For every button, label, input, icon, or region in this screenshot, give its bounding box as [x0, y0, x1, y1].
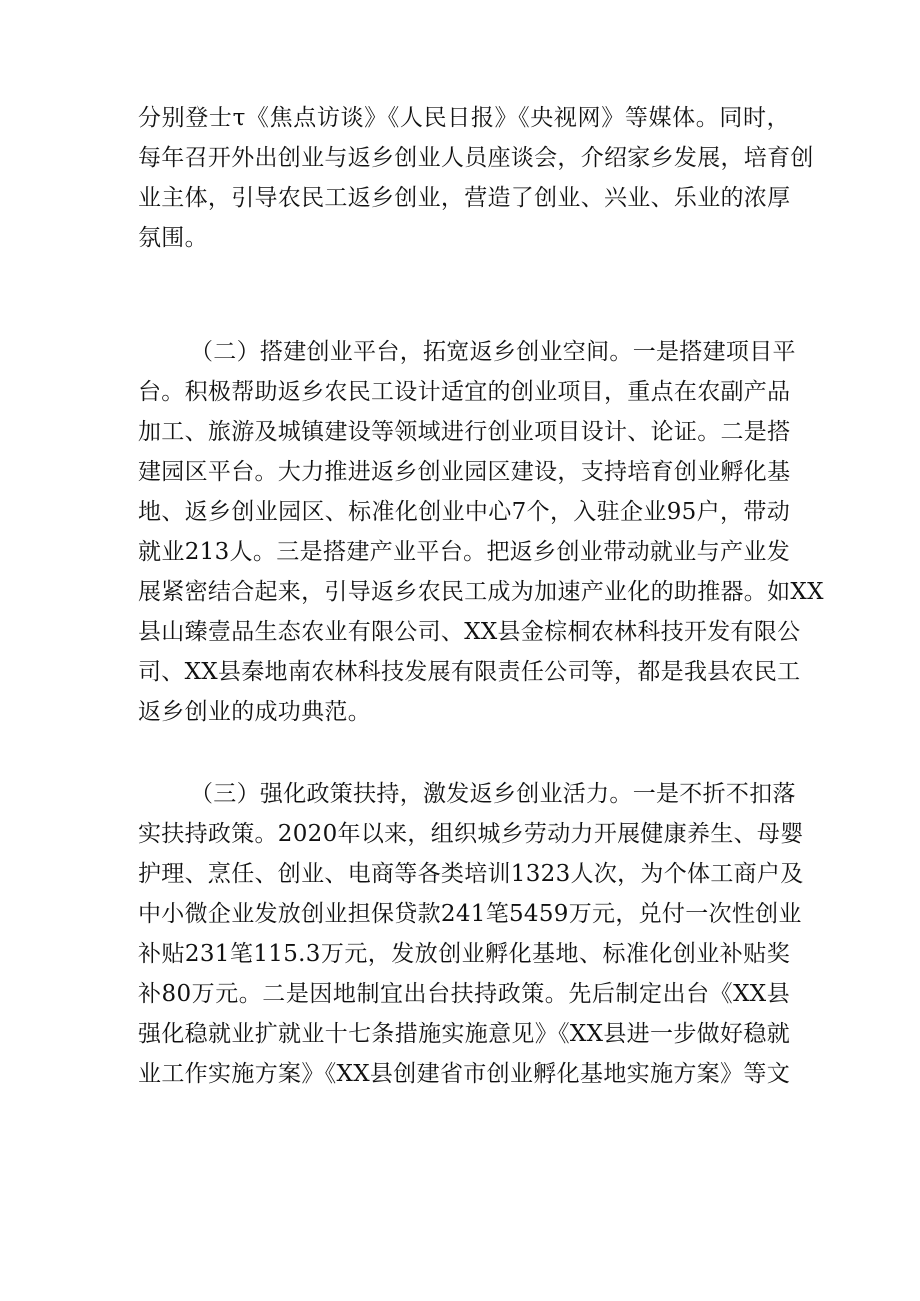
paragraph-policy-support — [138, 774, 804, 1094]
text-line: 业主体，引导农民工返乡创业，营造了创业、兴业、乐业的浓厚 — [138, 185, 791, 211]
text-line: 补贴231笔115.3万元，发放创业孵化基地、标准化创业补贴奖 — [138, 941, 790, 967]
text-line: 护理、烹任、创业、电商等各类培训1323人次，为个体工商户及 — [138, 861, 804, 887]
text-line: 县山臻壹品生态农业有限公司、XX县金棕桐农林科技开发有限公 — [138, 619, 801, 645]
text-line: 加工、旅游及城镇建设等领域进行创业项目设计、论证。二是搭 — [138, 419, 791, 445]
text-line: 补80万元。二是因地制宜出台扶持政策。先后制定出台《XX县 — [138, 981, 790, 1007]
text-line: 返乡创业的成功典范。 — [138, 699, 371, 725]
text-line: 实扶持政策。2020年以来，组织城乡劳动力开展健康养生、母婴 — [138, 821, 804, 847]
text-line: 每年召开外出创业与返乡创业人员座谈会，介绍家乡发展，培育创 — [138, 145, 814, 171]
text-line: 强化稳就业扩就业十七条措施实施意见》《XX县进一步做好稳就 — [138, 1021, 790, 1047]
text-line: 司、XX县秦地南农林科技发展有限责任公司等，都是我县农民工 — [138, 659, 801, 685]
text-line: 中小微企业发放创业担保贷款241笔5459万元，兑付一次性创业 — [138, 901, 802, 927]
paragraph-platform-building — [138, 332, 824, 732]
text-line: 展紧密结合起来，引导返乡农民工成为加速产业化的助推器。如XX — [138, 579, 824, 605]
section-heading-line: （二）搭建创业平台，拓宽返乡创业空间。一是搭建项目平 — [190, 339, 796, 365]
text-line: 氛围。 — [138, 225, 208, 251]
paragraph-media-promotion — [138, 98, 814, 258]
text-line: 分别登士τ《焦点访谈》《人民日报》《央视网》等媒体。同时， — [138, 105, 790, 131]
text-line: 业工作实施方案》《XX县创建省市创业孵化基地实施方案》等文 — [138, 1061, 790, 1087]
text-line: 就业213人。三是搭建产业平台。把返乡创业带动就业与产业发 — [138, 539, 790, 565]
text-line: 台。积极帮助返乡农民工设计适宜的创业项目，重点在农副产品 — [138, 379, 791, 405]
text-line: 建园区平台。大力推进返乡创业园区建设，支持培育创业孵化基 — [138, 459, 791, 485]
section-heading-line: （三）强化政策扶持，激发返乡创业活力。一是不折不扣落 — [190, 781, 796, 807]
text-line: 地、返乡创业园区、标准化创业中心7个，入驻企业95户，带动 — [138, 499, 790, 525]
